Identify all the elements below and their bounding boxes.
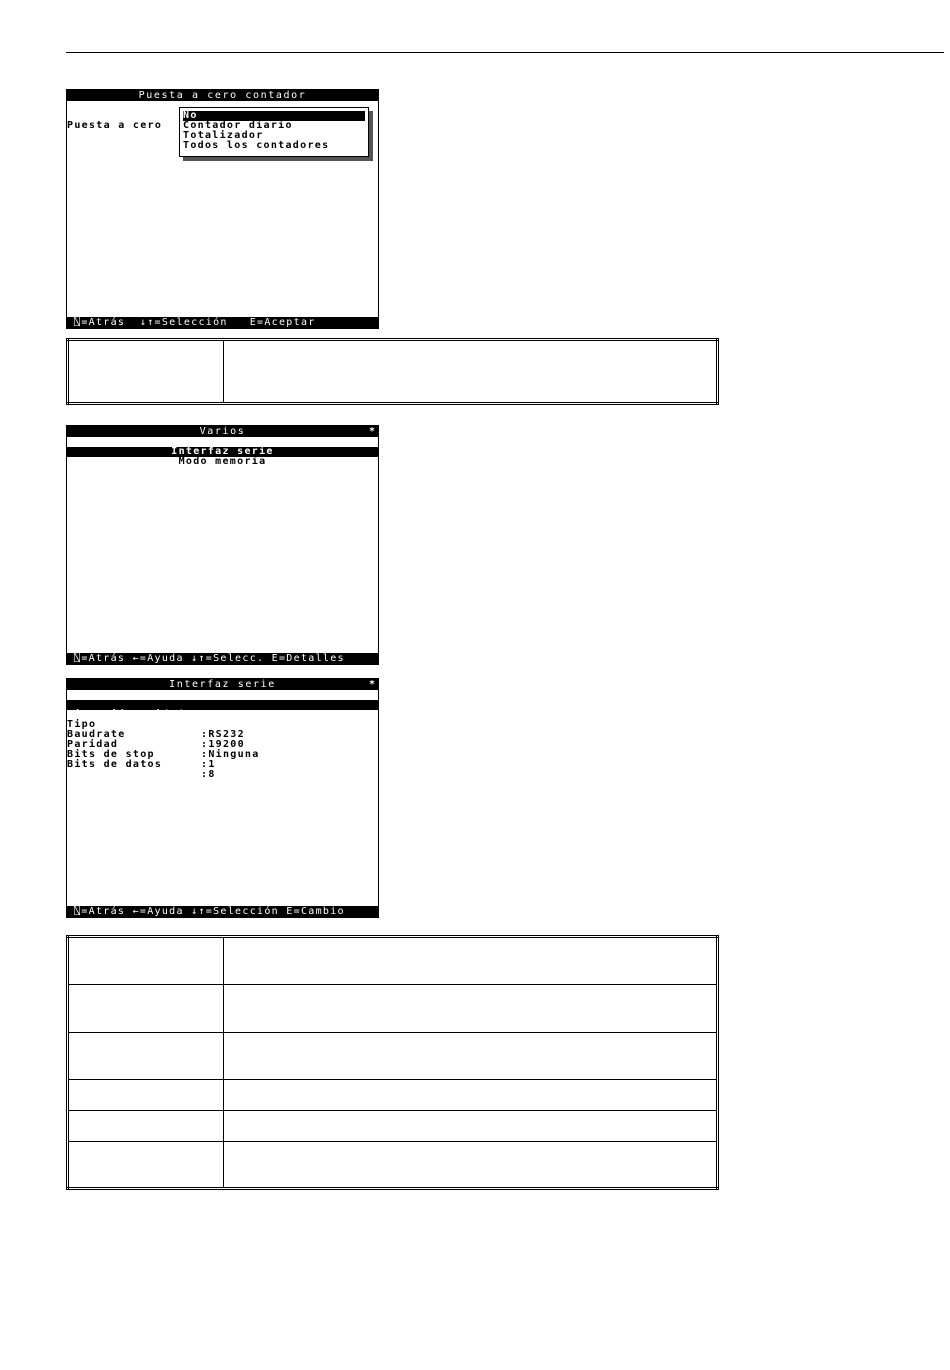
setting-label: Baudrate [67,729,126,740]
popup-option-totalizer[interactable]: Totalizador [183,130,264,141]
popup-option-all-counters[interactable]: Todos los contadores [183,140,330,151]
table-cell-description [224,1142,718,1189]
screen-varios [66,425,379,665]
table-cell-description [224,985,718,1033]
setting-value: :Ninguna [201,749,260,760]
screen-title-text: Interfaz serie [169,679,276,690]
setting-value: :8 [201,769,216,780]
table-cell-description [224,1033,718,1080]
table-cell-description [224,937,718,985]
description-table-reset [66,338,719,405]
setting-label: Bits de stop [67,749,155,760]
description-table-interfaz [66,935,719,1190]
table-row [68,340,718,404]
table-cell-description [224,1080,718,1111]
setting-value: :19200 [201,739,245,750]
setting-label: Bits de datos [67,759,163,770]
screen-title-text: Varios [199,426,246,437]
table-row [68,1080,718,1111]
table-cell-term [68,1033,224,1080]
setting-label: Paridad [67,739,119,750]
screen-reset-counter [66,89,379,329]
table-cell-description [224,340,718,404]
popup-option-no[interactable]: No [183,111,365,121]
table-row [68,985,718,1033]
back-key-icon: ⍂ [74,906,82,917]
table-row [68,937,718,985]
table-cell-term [68,1080,224,1111]
setting-value: :1 [201,759,216,770]
screen-footer [67,653,378,664]
screen-footer [67,906,378,917]
screen-title [67,679,378,690]
popup-option-daily-counter[interactable]: Contador diario [183,120,293,131]
menu-item-interfaz-serie[interactable]: Interfaz serie [67,447,378,457]
table-cell-description [224,1111,718,1142]
setting-value: :RS232 [201,729,245,740]
setting-row-bits-de-datos[interactable] [67,750,378,780]
table-cell-term [68,340,224,404]
footer-hints: =Atrás ↓↑=Selección E=Aceptar [81,317,316,328]
screen-title [67,426,378,437]
screen-title-text: Puesta a cero contador [138,90,307,101]
footer-hints: =Atrás ←=Ayuda ↓↑=Selecc. E=Detalles [81,653,345,664]
footer-hints: =Atrás ←=Ayuda ↓↑=Selección E=Cambio [81,906,345,917]
table-row [68,1111,718,1142]
setting-label: Dirección unidad [67,709,185,720]
reset-field-label: Puesta a cero [67,120,163,131]
table-cell-term [68,1111,224,1142]
screen-title [67,90,378,101]
setting-label: Tipo [67,719,97,730]
back-key-icon: ⍂ [74,317,82,328]
modified-star-icon: * [368,426,375,437]
table-row [68,1033,718,1080]
setting-value: :01 [201,719,223,730]
reset-options-popup[interactable] [179,107,369,157]
table-cell-term [68,1142,224,1189]
table-row [68,1142,718,1189]
modified-star-icon: * [368,679,375,690]
back-key-icon: ⍂ [74,653,82,664]
screen-interfaz-serie [66,678,379,918]
screen-footer [67,317,378,328]
header-rule [66,52,944,53]
table-cell-term [68,985,224,1033]
menu-item-modo-memoria[interactable]: Modo memoria [178,456,267,467]
table-cell-term [68,937,224,985]
